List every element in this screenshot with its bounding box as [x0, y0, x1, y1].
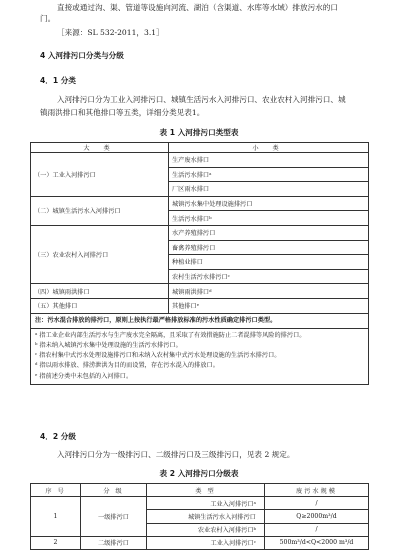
footnote-e: ᵉ 指前述分类中未包括的入河排口。 — [35, 372, 133, 380]
table-row — [31, 284, 369, 299]
type-cell: 工业入河排污口ᵃ — [147, 497, 265, 510]
row-number-cell: 2 — [31, 536, 81, 549]
grade-cell: 二级排污口 — [81, 536, 147, 549]
category-cell: （五）其他排口 — [31, 298, 169, 313]
section-4-2-title: 4．2 分级 — [40, 432, 76, 441]
table-2-caption: 表 2 入河排污口分级表 — [159, 469, 239, 478]
table-1 — [30, 142, 369, 385]
table-2 — [30, 483, 369, 550]
row-number-cell: 1 — [31, 497, 81, 537]
table-footnotes-row — [31, 328, 369, 384]
subcategory-cell: 城镇雨洪排口ᵈ — [169, 284, 369, 299]
subcategory-cell: 城镇污水集中处理设施排污口 — [169, 196, 369, 211]
subcategory-cell: 水产养殖排污口 — [169, 225, 369, 240]
column-header: 大 类 — [31, 143, 169, 153]
type-cell: 农业农村入河排污口ᵇ — [147, 523, 265, 536]
table-row — [31, 196, 369, 211]
subcategory-cell: 生活污水排口ᵃ — [169, 167, 369, 182]
table-row — [31, 497, 369, 510]
table-note-row — [31, 313, 369, 328]
paragraph-line-2: 镇雨洪排口和其他排口等五类，详细分类见表1。 — [40, 108, 205, 117]
intro-line-1: 直接或通过沟、渠、管道等设施向河流、湖泊（含渠道、水库等水域）排放污水的口 — [57, 3, 338, 12]
footnote-a: ᵃ 指工业企业内部生活污水与生产废水完全隔离，且采取了有效措施防止二者混排等风险的排污口。 — [35, 331, 306, 339]
table-row — [31, 153, 369, 168]
table-row — [31, 298, 369, 313]
section-4-2-paragraph: 入河排污口分为一级排污口、二级排污口及三级排污口，见表 2 规定。 — [57, 450, 295, 459]
category-cell: （一）工业入河排污口 — [31, 153, 169, 197]
subcategory-cell: 其他排口ᵉ — [169, 298, 369, 313]
section-4-title: 4 入河排污口分类与分级 — [40, 51, 124, 60]
category-cell: （二）城镇生活污水入河排污口 — [31, 196, 169, 225]
table-header-row — [31, 143, 369, 153]
table-row — [31, 536, 369, 549]
subcategory-cell: 种植业排口 — [169, 255, 369, 270]
source-citation: ［来源：SL 532-2011，3.1］ — [57, 28, 164, 37]
category-cell: （三）农业农村入河排污口 — [31, 225, 169, 283]
category-cell: （四）城镇雨洪排口 — [31, 284, 169, 299]
scale-cell: / — [265, 523, 369, 536]
subcategory-cell: 畜禽养殖排污口 — [169, 240, 369, 255]
scale-cell: / — [265, 497, 369, 510]
scale-cell: 500m³/d<Q<2000 m³/d — [265, 536, 369, 549]
subcategory-cell: 农村生活污水排污口ᶜ — [169, 269, 369, 284]
column-header: 废污水规模 — [265, 484, 369, 497]
column-header: 分 级 — [81, 484, 147, 497]
subcategory-cell: 生产废水排口 — [169, 153, 369, 168]
table-row — [31, 225, 369, 240]
grade-cell: 一级排污口 — [81, 497, 147, 537]
column-header: 序 号 — [31, 484, 81, 497]
type-cell: 城镇生活污水入河排污口 — [147, 510, 265, 523]
section-4-1-title: 4．1 分类 — [40, 76, 76, 85]
subcategory-cell: 厂区雨水排口 — [169, 182, 369, 197]
scale-cell: Q≥2000m³/d — [265, 510, 369, 523]
footnote-d: ᵈ 指以雨水排放、排涝泄洪为目的而设置，存在污水混入的排放口。 — [35, 362, 219, 370]
table-footnotes — [31, 328, 369, 384]
type-cell: 工业入河排污口ᶜ — [147, 536, 265, 549]
table-1-caption: 表 1 入河排污口类型表 — [159, 128, 239, 137]
table-header-row — [31, 484, 369, 497]
intro-line-2: 门。 — [40, 14, 56, 23]
footnote-b: ᵇ 指未纳入城镇污水集中处理设施的生活污水排污口。 — [35, 341, 182, 349]
table-note: 注：污水混合排放的排污口，原则上按执行最严格排放标准的污水性质确定排污口类型。 — [31, 313, 369, 328]
column-header: 类 型 — [147, 484, 265, 497]
paragraph-line-1: 入河排污口分为工业入河排污口、城镇生活污水入河排污口、农业农村入河排污口、城 — [57, 95, 346, 104]
subcategory-cell: 生活污水排口ᵇ — [169, 211, 369, 226]
column-header: 小 类 — [169, 143, 369, 153]
footnote-c: ᶜ 指农村集中式污水处理设施排污口和未纳入农村集中式污水处理设施的生活污水排污口。 — [35, 352, 281, 360]
